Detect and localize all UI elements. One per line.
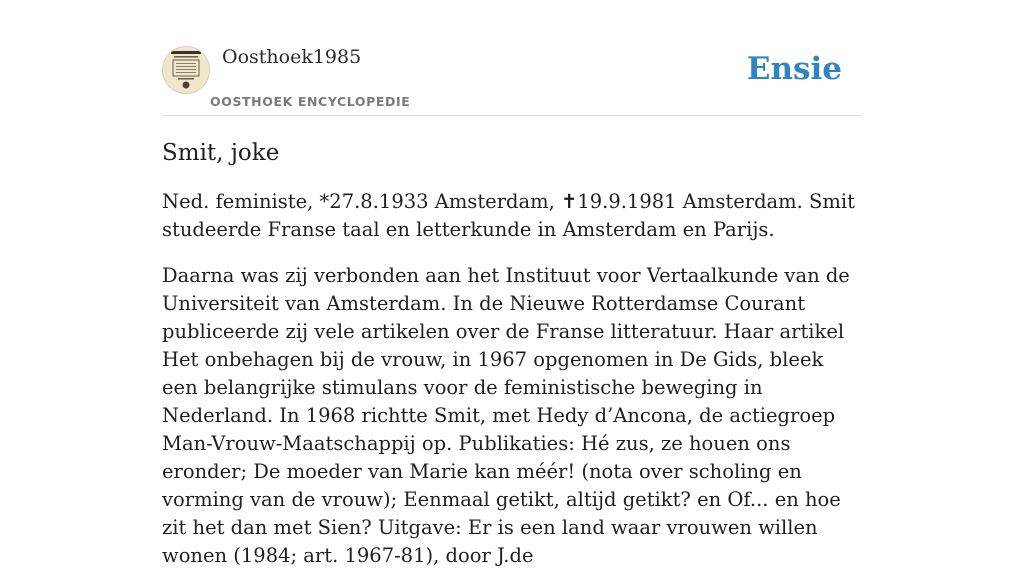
- article-header: [162, 40, 862, 116]
- book-cover-icon: [163, 47, 209, 93]
- article-paragraph: Ned. feministe, *27.8.1933 Amsterdam, ✝19.9.1981 Amsterdam. Smit studeerde Franse taal en letterkunde in Amsterdam en Parijs.: [162, 190, 855, 241]
- user-avatar[interactable]: [162, 46, 210, 94]
- article-card: [162, 40, 862, 570]
- brand-logo[interactable]: Ensie: [746, 51, 842, 87]
- username[interactable]: Oosthoek1985: [222, 46, 362, 68]
- publisher-subtitle: OOSTHOEK ENCYCLOPEDIE: [210, 94, 411, 109]
- article-title: Smit, joke: [162, 140, 280, 166]
- article-paragraph: Daarna was zij verbonden aan het Instituut voor Vertaalkunde van de Universiteit van Amsterdam. In de Nieuwe Rotterdamse Courant publiceerde zij vele artikelen over de Franse litteratuur. Haar artikel Het onbehagen bij de vrouw, in 1967 opgenomen in De Gids, bleek een belangrijke stimulans voor de feministische beweging in Nederland. In 1968 richtte Smit, met Hedy d’Ancona, de actiegroep Man-Vrouw-Maatschappij op. Publikaties: Hé zus, ze houen ons eronder; De moeder van Marie kan méér! (nota over scholing en vorming van de vrouw); Eenmaal getikt, altijd getikt? en Of... en hoe zit het dan met Sien? Uitgave: Er is een land waar vrouwen willen wonen (1984; art. 1967-81), door J.de: [162, 264, 850, 567]
